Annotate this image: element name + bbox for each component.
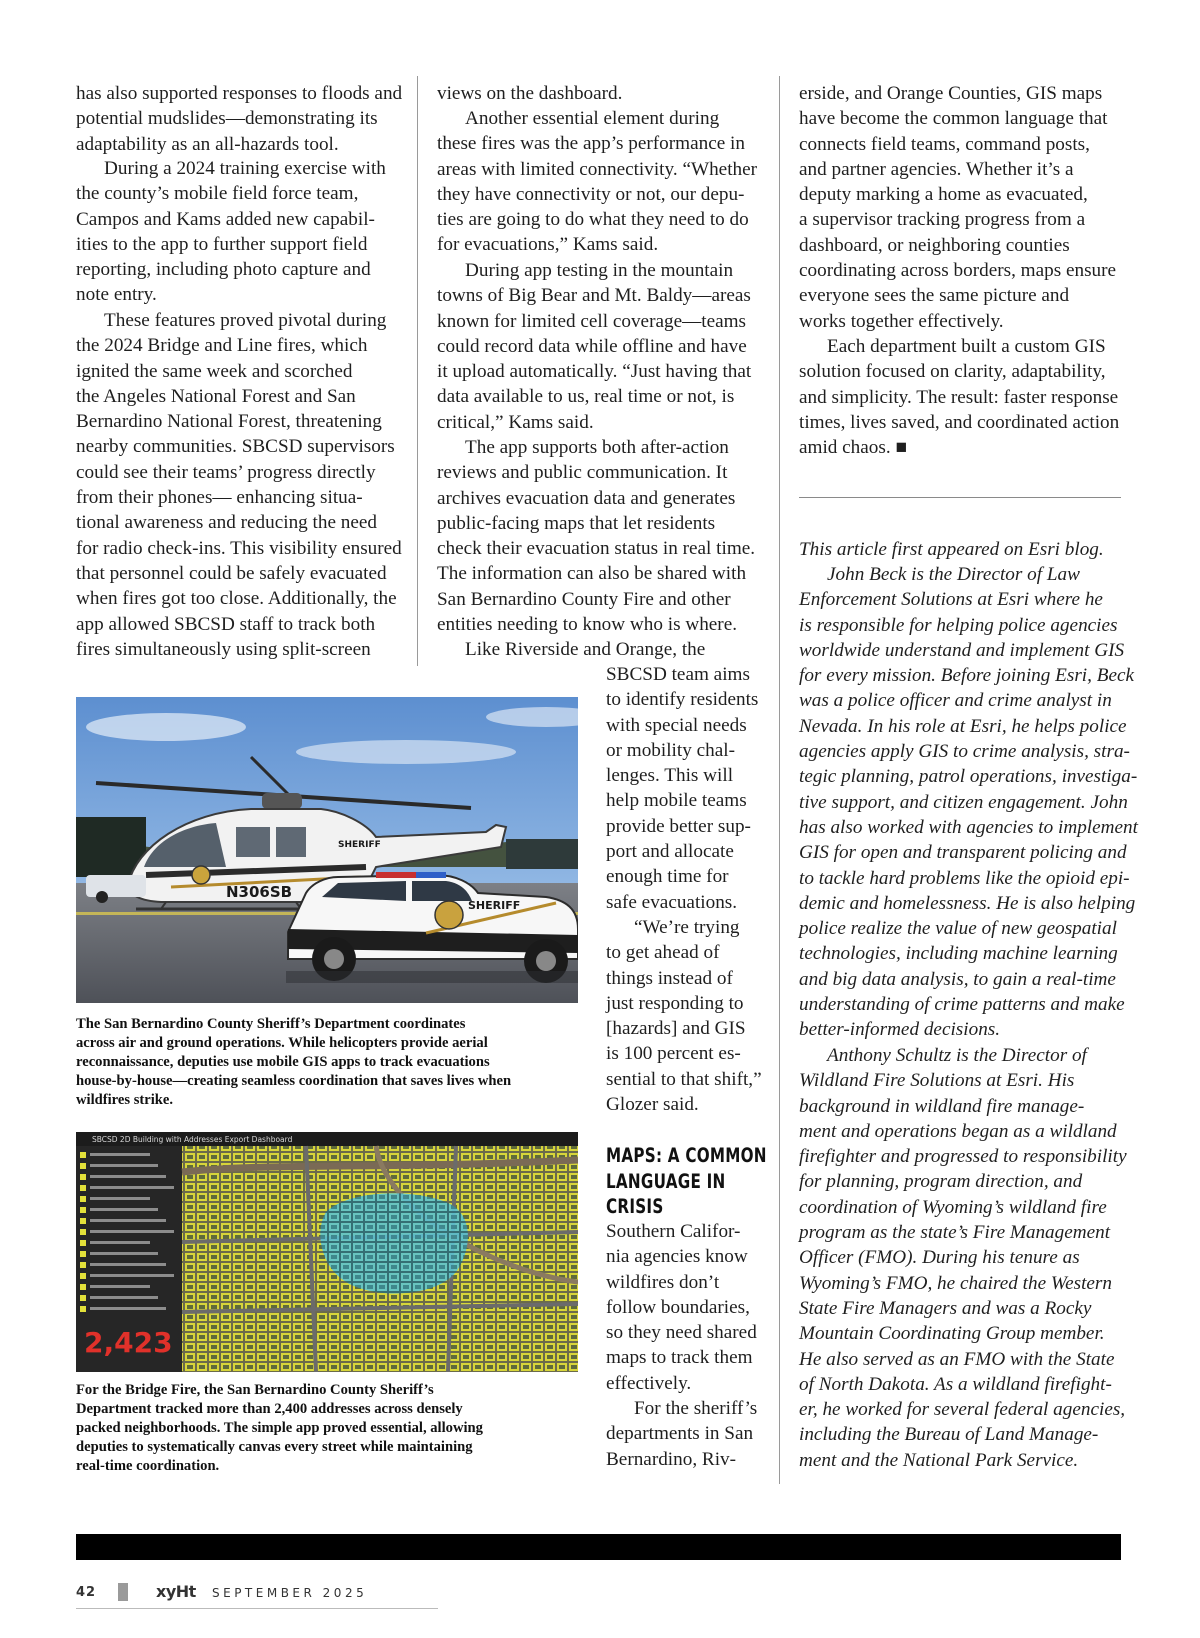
text-line: has also supported responses to floods and — [76, 83, 403, 104]
address-row — [90, 1274, 174, 1277]
text-line: State Fire Managers and was a Rocky — [799, 1297, 1092, 1319]
text-line: maps to track them — [606, 1347, 753, 1369]
text-line: works together effectively. — [799, 310, 1004, 332]
text-line: background in wildland fire manage- — [799, 1095, 1085, 1117]
text-line: towns of Big Bear and Mt. Baldy—areas — [437, 285, 751, 307]
address-row — [90, 1208, 158, 1211]
text-line: reporting, including photo capture and — [76, 259, 371, 281]
col1-paragraph-2 — [76, 156, 386, 308]
text-line: has also worked with agencies to implement — [799, 816, 1138, 838]
text-line: dashboard, or neighboring counties — [799, 234, 1070, 256]
address-checkbox-icon — [80, 1262, 86, 1268]
text-line: San Bernardino County Fire and other — [437, 588, 731, 610]
text-line: public-facing maps that let residents — [437, 512, 716, 534]
text-line: tive support, and citizen engagement. John — [799, 791, 1128, 813]
text-line: known for limited cell coverage—teams — [437, 310, 747, 332]
text-line: things instead of — [606, 967, 733, 989]
text-line: to get ahead of — [606, 942, 720, 964]
text-line: Bernardino National Forest, threatening — [76, 411, 382, 433]
tail-number-text: N306SB — [226, 883, 293, 901]
text-line: Another essential element during — [465, 108, 720, 129]
text-line: the 2024 Bridge and Line fires, which — [76, 335, 368, 357]
address-checkbox-icon — [80, 1207, 86, 1213]
text-line: provide better sup- — [606, 815, 751, 837]
address-checkbox-icon — [80, 1240, 86, 1246]
col2-paragraph-8 — [606, 1396, 757, 1472]
text-line: areas with limited connectivity. “Whether — [437, 158, 758, 180]
address-checkbox-icon — [80, 1284, 86, 1290]
text-line: views on the dashboard. — [437, 83, 623, 104]
address-row — [90, 1285, 150, 1288]
text-line: Department tracked more than 2,400 addresses across densely — [76, 1401, 463, 1417]
col3-paragraph-1 — [799, 81, 1116, 334]
helicopter-photo-art — [76, 697, 578, 1003]
text-line: ties are going to do what they need to do — [437, 209, 749, 231]
text-line: The information can also be shared with — [437, 563, 747, 585]
footer-black-bar — [76, 1534, 1121, 1560]
text-line: ities to the app to further support field — [76, 233, 368, 255]
text-line: For the Bridge Fire, the San Bernardino County Sheriff’s — [76, 1382, 434, 1398]
text-line: have become the common language that — [799, 108, 1108, 130]
bio-john-beck — [799, 562, 1138, 1043]
text-line: better-informed decisions. — [799, 1019, 1001, 1041]
address-row — [90, 1252, 158, 1255]
text-line: and simplicity. The result: faster response — [799, 386, 1119, 408]
text-line: it upload automatically. “Just having that — [437, 361, 752, 383]
text-line: LANGUAGE IN — [606, 1169, 726, 1193]
page-number: 42 — [76, 1585, 97, 1600]
text-line: tional awareness and reducing the need — [76, 512, 378, 534]
text-line: Campos and Kams added new capabil- — [76, 208, 375, 230]
text-line: Bernardino, Riv- — [606, 1448, 737, 1470]
text-line: follow boundaries, — [606, 1296, 750, 1318]
col2-paragraph-6 — [606, 915, 762, 1117]
text-line: Nevada. In his role at Esri, he helps police — [799, 715, 1127, 737]
text-line: including the Bureau of Land Manage- — [799, 1424, 1099, 1446]
text-line: that personnel could be safely evacuated — [76, 562, 387, 584]
address-row — [90, 1175, 166, 1178]
text-line: they have connectivity or not, our depu- — [437, 183, 745, 205]
text-line: coordination of Wyoming’s wildland fire — [799, 1196, 1107, 1218]
address-row — [90, 1296, 158, 1299]
text-line: everyone sees the same picture and — [799, 285, 1070, 307]
text-line: is 100 percent es- — [606, 1043, 741, 1065]
text-line: agencies apply GIS to crime analysis, stra- — [799, 741, 1130, 763]
footer-marker — [118, 1583, 128, 1601]
text-line: adaptability as an all-hazards tool. — [76, 133, 339, 155]
text-line: times, lives saved, and coordinated action — [799, 411, 1120, 433]
text-line: archives evacuation data and generates — [437, 487, 736, 509]
text-line: amid chaos. ■ — [799, 437, 908, 459]
text-line: nearby communities. SBCSD supervisors — [76, 436, 395, 458]
text-line: so they need shared — [606, 1322, 757, 1344]
text-line: er, he worked for several federal agencies, — [799, 1399, 1126, 1421]
dashboard-title: SBCSD 2D Building with Addresses Export Dashboard — [92, 1135, 293, 1144]
text-line: connects field teams, command posts, — [799, 133, 1090, 155]
address-checkbox-icon — [80, 1251, 86, 1257]
issue-date: SEPTEMBER 2025 — [212, 1586, 368, 1600]
text-line: ment and the National Park Service. — [799, 1449, 1079, 1471]
text-line: program as the state’s Fire Management — [799, 1222, 1111, 1244]
text-line: port and allocate — [606, 841, 734, 863]
text-line: During app testing in the mountain — [465, 260, 734, 281]
text-line: deputies to systematically canvas every street while maintaining — [76, 1439, 473, 1455]
col2-paragraph-2 — [437, 106, 757, 258]
text-line: departments in San — [606, 1423, 754, 1445]
text-line: just responding to — [606, 992, 744, 1014]
text-line: enough time for — [606, 866, 729, 888]
text-line: across air and ground operations. While helicopters provide aerial — [76, 1035, 488, 1051]
column-divider-2 — [779, 76, 780, 1484]
address-checkbox-icon — [80, 1218, 86, 1224]
address-checkbox-icon — [80, 1196, 86, 1202]
text-line: The San Bernardino County Sheriff’s Department coordinates — [76, 1016, 466, 1032]
text-line: coordinating across borders, maps ensure — [799, 260, 1117, 282]
text-line: For the sheriff’s — [634, 1398, 758, 1419]
col2-paragraph-7 — [606, 1219, 757, 1396]
col2-paragraph-1 — [437, 81, 622, 106]
text-line: MAPS: A COMMON — [606, 1144, 767, 1167]
text-line: He also served as an FMO with the State — [799, 1348, 1115, 1370]
footer-rule — [76, 1608, 438, 1609]
text-line: for evacuations,” Kams said. — [437, 234, 659, 256]
text-line: nia agencies know — [606, 1246, 748, 1268]
text-line: [hazards] and GIS — [606, 1018, 746, 1040]
section-heading — [606, 1143, 767, 1220]
address-checkbox-icon — [80, 1273, 86, 1279]
address-checkbox-icon — [80, 1295, 86, 1301]
text-line: critical,” Kams said. — [437, 411, 594, 433]
text-line: reconnaissance, deputies use mobile GIS apps to track evacuations — [76, 1054, 490, 1070]
address-row — [90, 1197, 150, 1200]
text-line: app allowed SBCSD staff to track both — [76, 613, 376, 635]
text-line: Wyoming’s FMO, he chaired the Western — [799, 1272, 1112, 1294]
text-line: SBCSD team aims — [606, 664, 750, 685]
dashboard-map-art — [76, 1132, 578, 1372]
text-line: house-by-house—creating seamless coordination that saves lives when — [76, 1073, 512, 1089]
text-line: Enforcement Solutions at Esri where he — [799, 589, 1103, 611]
dashboard-map-caption — [76, 1381, 483, 1476]
col2-paragraph-4 — [437, 435, 755, 637]
text-line: deputy marking a home as evacuated, — [799, 184, 1088, 206]
text-line: During a 2024 training exercise with — [104, 158, 386, 179]
magazine-name: xyHt — [156, 1582, 196, 1601]
address-checkbox-icon — [80, 1163, 86, 1169]
bio-separator — [799, 497, 1121, 498]
address-checkbox-icon — [80, 1174, 86, 1180]
text-line: This article first appeared on Esri blog. — [799, 539, 1104, 560]
col2-paragraph-5-lead: Like Riverside and Orange, the — [465, 639, 706, 660]
text-line: to identify residents — [606, 689, 759, 711]
text-line: entities needing to know who is where. — [437, 614, 738, 636]
address-row — [90, 1263, 166, 1266]
text-line: note entry. — [76, 284, 157, 306]
text-line: for every mission. Before joining Esri, Beck — [799, 665, 1134, 687]
text-line: could see their teams’ progress directly — [76, 461, 376, 483]
address-row — [90, 1186, 174, 1189]
text-line: these fires was the app’s performance in — [437, 133, 745, 155]
text-line: and big data analysis, to gain a real-time — [799, 968, 1116, 990]
helicopter-photo-caption — [76, 1015, 511, 1110]
address-count: 2,423 — [84, 1326, 173, 1359]
address-row — [90, 1241, 150, 1244]
text-line: a supervisor tracking progress from a — [799, 209, 1086, 231]
text-line: or mobility chal- — [606, 739, 735, 761]
text-line: for planning, program direction, and — [799, 1171, 1083, 1193]
text-line: potential mudslides—demonstrating its — [76, 108, 378, 130]
column-divider-1 — [417, 76, 418, 666]
text-line: wildfires don’t — [606, 1271, 720, 1293]
text-line: Mountain Coordinating Group member. — [799, 1323, 1105, 1345]
text-line: reviews and public communication. It — [437, 462, 728, 484]
text-line: fires simultaneously using split-screen — [76, 638, 371, 660]
address-checkbox-icon — [80, 1229, 86, 1235]
text-line: to tackle hard problems like the opioid epi- — [799, 867, 1130, 889]
text-line: the county’s mobile field force team, — [76, 183, 359, 205]
text-line: for radio check-ins. This visibility ensured — [76, 537, 402, 559]
text-line: data available to us, real time or not, is — [437, 386, 735, 408]
col1-paragraph-3 — [76, 308, 402, 662]
car-sheriff-text: SHERIFF — [468, 899, 521, 912]
text-line: Wildland Fire Solutions at Esri. His — [799, 1070, 1075, 1092]
text-line: was a police officer and crime analyst in — [799, 690, 1112, 712]
text-line: when fires got too close. Additionally, the — [76, 588, 397, 610]
text-line: is responsible for helping police agencies — [799, 614, 1118, 636]
text-line: erside, and Orange Counties, GIS maps — [799, 83, 1103, 104]
text-line: lenges. This will — [606, 765, 734, 787]
text-line: the Angeles National Forest and San — [76, 385, 356, 407]
text-line: Anthony Schultz is the Director of — [827, 1045, 1087, 1066]
text-line: help mobile teams — [606, 790, 747, 812]
text-line: effectively. — [606, 1372, 692, 1394]
bio-anthony-schultz — [799, 1043, 1127, 1473]
text-line: tegic planning, patrol operations, investiga- — [799, 766, 1138, 788]
text-line: understanding of crime patterns and make — [799, 994, 1125, 1016]
text-line: with special needs — [606, 714, 747, 736]
text-line: could record data while offline and have — [437, 335, 747, 357]
text-line: demic and homelessness. He is also helping — [799, 892, 1136, 914]
col1-paragraph-1 — [76, 81, 402, 157]
text-line: sential to that shift,” — [606, 1068, 762, 1090]
col2-paragraph-5 — [606, 662, 758, 915]
text-line: CRISIS — [606, 1195, 664, 1218]
text-line: police realize the value of new geospatial — [799, 918, 1117, 940]
text-line: ment and operations began as a wildland — [799, 1120, 1117, 1142]
address-row — [90, 1230, 174, 1233]
text-line: “We’re trying — [634, 917, 740, 938]
dashboard-map-photo — [76, 1132, 578, 1372]
col2-paragraph-3 — [437, 258, 751, 435]
text-line: Each department built a custom GIS — [827, 336, 1106, 357]
text-line: GIS for open and transparent policing and — [799, 842, 1127, 864]
text-line: Glozer said. — [606, 1094, 699, 1116]
text-line: ignited the same week and scorched — [76, 360, 353, 382]
helicopter-photo — [76, 697, 578, 1003]
helicopter-sheriff-text: SHERIFF — [338, 840, 381, 850]
text-line: John Beck is the Director of Law — [827, 564, 1080, 585]
text-line: solution focused on clarity, adaptability, — [799, 361, 1106, 383]
address-row — [90, 1307, 166, 1310]
text-line: of North Dakota. As a wildland firefight- — [799, 1373, 1112, 1395]
text-line: packed neighborhoods. The simple app proved essential, allowing — [76, 1420, 483, 1436]
address-row — [90, 1164, 158, 1167]
text-line: Southern Califor- — [606, 1221, 741, 1242]
text-line: from their phones— enhancing situa- — [76, 487, 363, 509]
text-line: and partner agencies. Whether it’s a — [799, 158, 1074, 180]
text-line: safe evacuations. — [606, 891, 738, 913]
text-line: real-time coordination. — [76, 1458, 220, 1474]
text-line: These features proved pivotal during — [104, 310, 387, 331]
col3-paragraph-2 — [799, 334, 1119, 460]
text-line: worldwide understand and implement GIS — [799, 639, 1125, 661]
address-checkbox-icon — [80, 1306, 86, 1312]
text-line: technologies, including machine learning — [799, 943, 1118, 965]
address-row — [90, 1153, 150, 1156]
text-line: The app supports both after-action — [465, 437, 729, 458]
text-line: Officer (FMO). During his tenure as — [799, 1247, 1080, 1269]
text-line: firefighter and progressed to responsibility — [799, 1146, 1127, 1168]
bio-intro — [799, 537, 1104, 562]
address-checkbox-icon — [80, 1152, 86, 1158]
text-line: check their evacuation status in real time. — [437, 538, 756, 560]
text-line: wildfires strike. — [76, 1092, 174, 1108]
address-checkbox-icon — [80, 1185, 86, 1191]
address-row — [90, 1219, 166, 1222]
